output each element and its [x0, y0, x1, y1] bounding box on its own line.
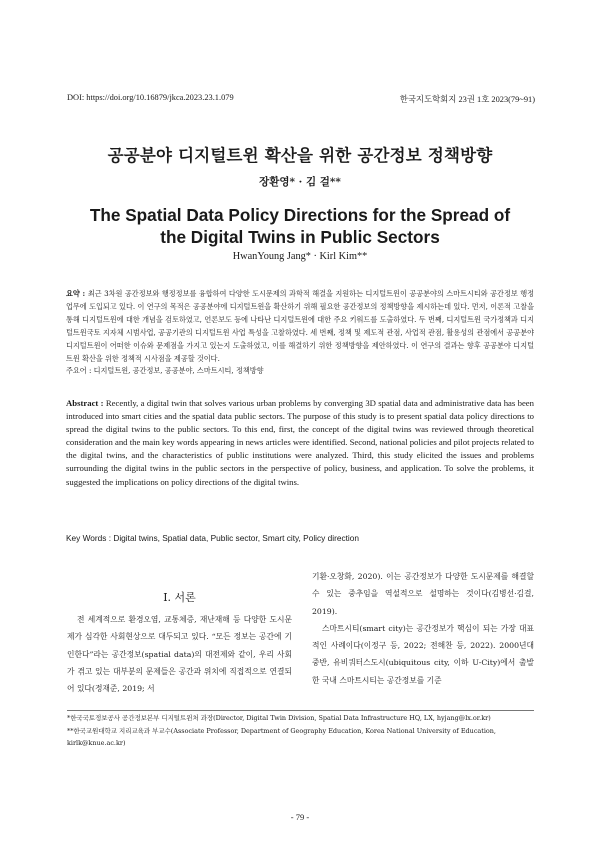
keywords-korean — [66, 365, 534, 377]
footnotes — [67, 712, 534, 750]
body-paragraph: 전 세계적으로 환경오염, 교통체증, 재난재해 등 다양한 도시문제가 심각한 사회현상으로 대두되고 있다. “모든 정보는 공간에 기인한다”라는 공간정보(spatial data)의 대전제와 같이, 우리 사회가 겪고 있는 대부분의 문제들은 공간과 위치에 직접적으로 연결되어 있다(정재준, 2019; 서 — [67, 615, 292, 694]
footnote-divider — [67, 710, 534, 711]
body-paragraph: 기환·오창화, 2020). 이는 공간정보가 다양한 도시문제를 해결할 수 있는 중추임을 역설적으로 설명하는 것이다(김병선·김걸, 2019). — [312, 572, 534, 616]
abstract-korean-text: 최근 3차원 공간정보와 행정정보를 융합하여 다양한 도시문제의 과학적 해결을 지원하는 디지털트윈이 공공분야의 스마트시티와 공간정보 행정업무에 도입되고 있다. 이 연구의 목적은 공공분야에 디지털트윈을 확산하기 위해 필요한 공간정보의 정책방향을 제시하는데 있다. 먼저, 이론적 고찰을 통해 디지털트윈에 대한 개념을 검토하였고, 언론보도 등에 나타난 디지털트윈에 대한 주요 키워드를 도출하였다. 두 번째, 디지털트윈 국가정책과 디지털트윈국토 지자체 시범사업, 공공기관의 디지털트윈 사업 특성을 고찰하였다. 세 번째, 정책 및 제도적 관점, 사업적 관점, 활용성의 관점에서 공공분야 디지털트윈이 어떠한 이슈와 문제점을 가지고 있는지 도출하였고, 이를 해결하기 위한 정책방향을 제안하였다. 이 연구의 결과는 향후 공공분야 디지털트윈 확산을 위한 정책적 시사점을 제공할 것이다. — [66, 289, 535, 363]
authors-english: HwanYoung Jang* · Kirl Kim** — [232, 251, 368, 262]
journal-citation: 한국지도학회지 23권 1호 2023(79~91) — [399, 95, 535, 104]
keywords-english — [66, 532, 534, 544]
body-paragraph: 스마트시티(smart city)는 공간정보가 핵심이 되는 가장 대표적인 사례이다(이정구 등, 2022; 전해찬 등, 2022). 2000년대 중반, 유비쿼터스도시(ubiquitous city, 이하 U-City)에서 출발한 국내 스마트시티는 공간정보를 기준 — [312, 623, 534, 685]
abstract-english-label: Abstract : — [66, 398, 106, 408]
title-english-line-2: the Digital Twins in Public Sectors — [160, 227, 440, 247]
abstract-korean-label: 요약 : — [66, 289, 88, 298]
abstract-english-text: Recently, a digital twin that solves various urban problems by converging 3D spatial data and administrative data has been introduced into smart cities and the spatial data public sectors. The purpose of this study is to present spatial data policy directions to spread the digital twins to the public sectors. To this end, first, the concept of the digital twins was reviewed through theoretical consideration and the main key words appearing in news articles were identified. Second, national policies and pilot projects related to the digital twins, and the characteristics of public institutions were analyzed. Third, this study elicited the issues and problems surrounding the digital twins in the public sectors in the perspective of policy, business, and application. To solve the problems, it suggested the implications on policy directions of the digital twins. — [66, 398, 534, 487]
doi-text: DOI: https://doi.org/10.16879/jkca.2023.23.1.079 — [67, 93, 234, 102]
page-header — [67, 93, 535, 105]
abstract-korean — [66, 288, 534, 365]
footnote-author-1: *한국국토정보공사 공간정보본부 디지털트윈처 과장(Director, Digital Twin Division, Spatial Data Infrastructure HQ, LX, hyjang@lx.or.kr) — [67, 714, 491, 722]
keywords-korean-label: 주요어 : — [66, 366, 94, 375]
authors-korean: 장환영* · 김 걸** — [259, 176, 341, 188]
body-column-right — [312, 568, 534, 689]
keywords-english-label: Key Words : — [66, 533, 114, 543]
title-korean: 공공분야 디지털트윈 확산을 위한 공간정보 정책방향 — [107, 146, 493, 165]
keywords-korean-text: 디지털트윈, 공간정보, 공공분야, 스마트시티, 정책방향 — [93, 366, 264, 375]
abstract-english — [66, 397, 534, 489]
title-english — [40, 204, 560, 248]
title-english-line-1: The Spatial Data Policy Directions for the Spread of — [89, 205, 511, 225]
footnote-author-2: **한국교원대학교 지리교육과 부교수(Associate Professor, Department of Geography Education, Korea National University of Education, kirlk@knue.ac.kr) — [67, 726, 496, 748]
keywords-english-text: Digital twins, Spatial data, Public sector, Smart city, Policy direction — [113, 533, 359, 543]
section-heading: I. 서론 — [163, 591, 196, 604]
body-column-left — [67, 591, 292, 697]
page-number: - 79 - — [290, 812, 310, 822]
